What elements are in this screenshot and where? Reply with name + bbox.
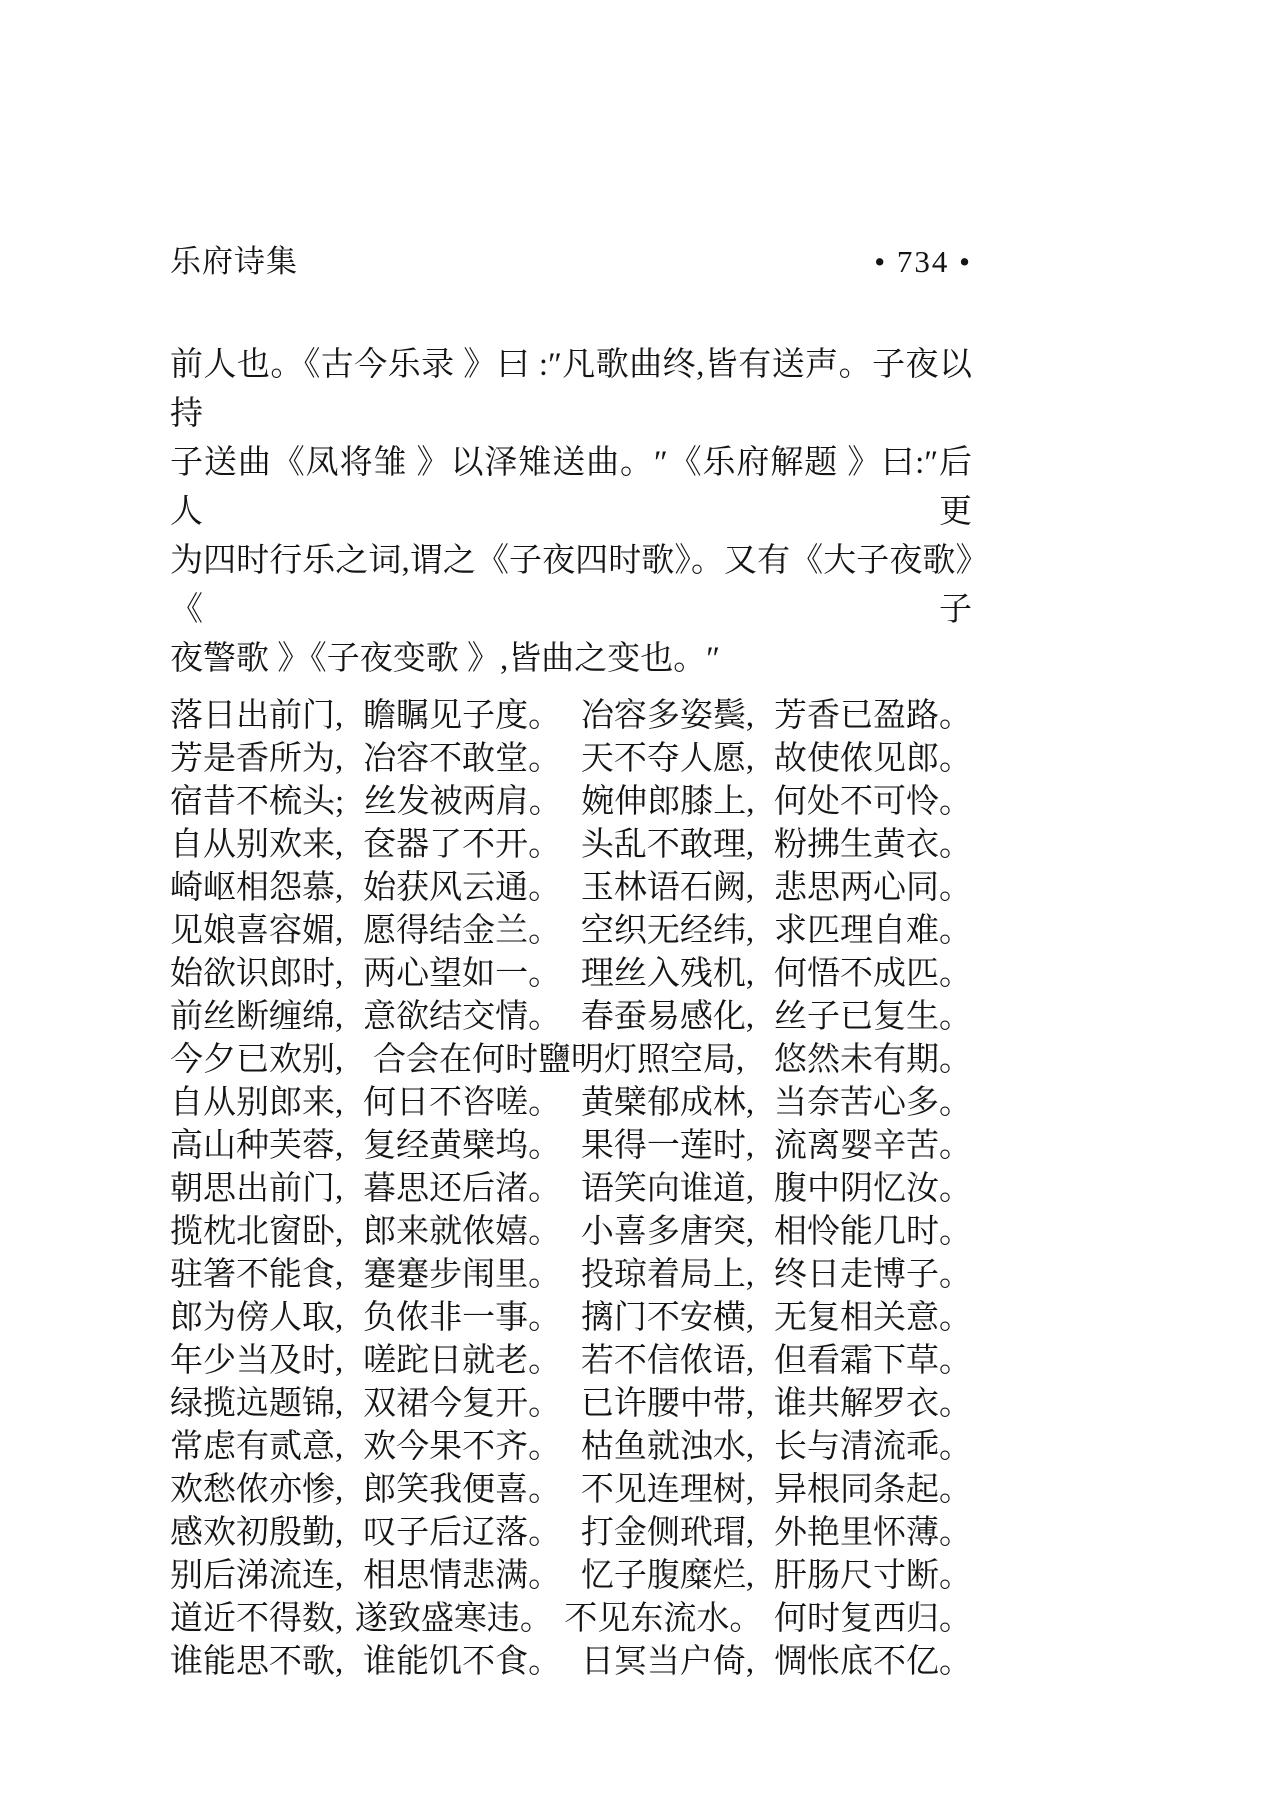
poem-phrase: 谁共解罗衣。: [773, 1386, 972, 1422]
prose-line: 子送曲《凤将雏 》以泽雉送曲。″《乐府解题 》曰:″后人更: [170, 445, 972, 530]
poem-phrase: 故使侬见郎。: [773, 741, 972, 777]
poem-line: [170, 824, 972, 867]
poem-phrase: 打金侧玳瑁,: [580, 1515, 755, 1551]
poem-line: [170, 1598, 972, 1641]
poem-phrase: 果得一莲时,: [580, 1128, 755, 1164]
poem-phrase: 何时复西归。: [773, 1601, 972, 1637]
poem-phrase: 谁能思不歌,: [170, 1644, 344, 1680]
poem-phrase: 今夕已欢别,: [170, 1042, 344, 1078]
poem-phrase: 若不信侬语,: [580, 1343, 755, 1379]
poem-phrase: 芳香已盈路。: [773, 698, 972, 734]
poem-phrase: 前丝断缠绵,: [170, 999, 344, 1035]
poem-phrase: 春蚕易感化,: [580, 999, 755, 1035]
poem-phrase: 双裙今复开。: [363, 1386, 562, 1422]
poem-line: [170, 1426, 972, 1469]
poem-phrase: 自从别郎来,: [170, 1085, 344, 1121]
poem-phrase: 腹中阴忆汝。: [773, 1171, 972, 1207]
poem-line: [170, 910, 972, 953]
book-title: 乐府诗集: [170, 244, 298, 279]
poem-phrase: 黄檗郁成林,: [580, 1085, 755, 1121]
poem-phrase: 终日走博子。: [773, 1257, 972, 1293]
poem-phrase: 外艳里怀薄。: [773, 1515, 972, 1551]
poem-phrase: 枯鱼就浊水,: [580, 1429, 755, 1465]
poem-phrase: 别后涕流连,: [170, 1558, 344, 1594]
poem-phrase: 自从别欢来,: [170, 827, 344, 863]
poem-line: [170, 781, 972, 824]
page-number: • 734 •: [874, 244, 972, 279]
poem-line: [170, 1469, 972, 1512]
poem-line: [170, 1211, 972, 1254]
poem-phrase: 日冥当户倚,: [580, 1644, 755, 1680]
poem-phrase: 粉拂生黄衣。: [773, 827, 972, 863]
poem-phrase: 求匹理自难。: [773, 913, 972, 949]
poem-phrase: 已许腰中带,: [580, 1386, 755, 1422]
poem-line: [170, 1082, 972, 1125]
poem-phrase: 何悟不成匹。: [773, 956, 972, 992]
poem-phrase: 高山种芙蓉,: [170, 1128, 344, 1164]
poem-phrase: 奁器了不开。: [363, 827, 562, 863]
poem-phrase: 负侬非一事。: [363, 1300, 562, 1336]
prose-line: 为四时行乐之词,谓之《子夜四时歌》。又有《大子夜歌》《子: [170, 543, 972, 628]
poem-phrase: 丝子已复生。: [773, 999, 972, 1035]
poem-phrase: 不见连理树,: [580, 1472, 755, 1508]
poem-phrase: 年少当及时,: [170, 1343, 344, 1379]
poem-phrase: 见娘喜容媚,: [170, 913, 344, 949]
poem-phrase: 谁能饥不食。: [363, 1644, 562, 1680]
poem-phrase: 绿揽迒题锦,: [170, 1386, 344, 1422]
poem-phrase: 欢今果不齐。: [363, 1429, 562, 1465]
poem-phrase: 宿昔不梳头;: [170, 784, 345, 820]
poem-phrase: 悠然未有期。: [774, 1042, 972, 1078]
prose-line: 前人也。《古今乐录 》曰 :″凡歌曲终,皆有送声。子夜以持: [170, 347, 972, 432]
poem-phrase: 始欲识郎时,: [170, 956, 344, 992]
poem-phrase: 当奈苦心多。: [773, 1085, 972, 1121]
poem-phrase: 芳是香所为,: [170, 741, 344, 777]
poem-phrase: 悲思两心同。: [773, 870, 972, 906]
poem-line: [170, 1383, 972, 1426]
poem-line: [170, 695, 972, 738]
poem-line: [170, 1512, 972, 1555]
poem-line: [170, 1297, 972, 1340]
poem-phrase: 冶容不敢堂。: [363, 741, 562, 777]
poem-line: [170, 867, 972, 910]
poem-phrase: 小喜多唐突,: [580, 1214, 755, 1250]
poem-phrase: 郎来就侬嬉。: [363, 1214, 562, 1250]
poem-phrase: 意欲结交情。: [363, 999, 562, 1035]
poem-phrase: 常虑有贰意,: [170, 1429, 344, 1465]
poem-phrase: 始获风云通。: [363, 870, 562, 906]
poem-phrase: 玉林语石阙,: [580, 870, 755, 906]
poem-phrase: 瞻瞩见子度。: [363, 698, 562, 734]
poem-phrase: 何日不咨嗟。: [363, 1085, 562, 1121]
poem-line: [170, 1039, 972, 1082]
poem-phrase: 忆子腹糜烂,: [580, 1558, 755, 1594]
poem-phrase: 郎为傍人取,: [170, 1300, 344, 1336]
prose-line: 夜警歌 》《子夜变歌 》,皆曲之变也。″: [170, 641, 720, 677]
poem-phrase: 嗟跎日就老。: [363, 1343, 562, 1379]
poem-phrase: 不见东流水。: [564, 1601, 763, 1637]
poem-line: [170, 996, 972, 1039]
poem-phrase: 投琼着局上,: [580, 1257, 755, 1293]
poem-phrase: 合会在何时鹽明灯照空局,: [373, 1042, 745, 1078]
poem-phrase: 落日出前门,: [170, 698, 344, 734]
poem-phrase: 相思情悲满。: [363, 1558, 562, 1594]
poem-phrase: 但看霜下草。: [773, 1343, 972, 1379]
page-content: [170, 245, 972, 1684]
poem-line: [170, 953, 972, 996]
poem-phrase: 暮思还后渚。: [363, 1171, 562, 1207]
poem-phrase: 揽枕北窗卧,: [170, 1214, 344, 1250]
poem-line: [170, 1555, 972, 1598]
poem-line: [170, 1168, 972, 1211]
poem-phrase: 惆怅底不亿。: [773, 1644, 972, 1680]
poem-phrase: 语笑向谁道,: [580, 1171, 755, 1207]
poem-phrase: 何处不可怜。: [773, 784, 972, 820]
poem-phrase: 理丝入残机,: [580, 956, 755, 992]
poem-phrase: 驻箸不能食,: [170, 1257, 344, 1293]
poem-phrase: 感欢初殷勤,: [170, 1515, 344, 1551]
poem-line: [170, 738, 972, 781]
poem-phrase: 流离婴辛苦。: [773, 1128, 972, 1164]
poem-phrase: 异根同条起。: [773, 1472, 972, 1508]
poem-phrase: 丝发被两肩。: [363, 784, 562, 820]
poem-phrase: 崎岖相怨慕,: [170, 870, 344, 906]
poem-phrase: 摛门不安横,: [580, 1300, 755, 1336]
poem-phrase: 蹇蹇步闱里。: [363, 1257, 562, 1293]
poem-section: [170, 695, 972, 1684]
poem-phrase: 婉伸郎膝上,: [581, 784, 755, 820]
page-header: [170, 245, 972, 279]
poem-phrase: 复经黄檗坞。: [363, 1128, 562, 1164]
poem-phrase: 叹子后辽落。: [363, 1515, 562, 1551]
poem-phrase: 朝思出前门,: [170, 1171, 344, 1207]
poem-phrase: 无复相关意。: [773, 1300, 972, 1336]
poem-phrase: 郎笑我便喜。: [363, 1472, 562, 1508]
poem-phrase: 道近不得数,: [170, 1601, 344, 1637]
poem-phrase: 遂致盛寒违。: [354, 1601, 553, 1637]
poem-phrase: 长与清流乖。: [773, 1429, 972, 1465]
poem-phrase: 冶容多姿鬓,: [580, 698, 755, 734]
poem-phrase: 头乱不敢理,: [580, 827, 755, 863]
poem-line: [170, 1254, 972, 1297]
poem-phrase: 愿得结金兰。: [363, 913, 562, 949]
poem-phrase: 天不夺人愿,: [580, 741, 755, 777]
poem-line: [170, 1641, 972, 1684]
poem-phrase: 两心望如一。: [363, 956, 562, 992]
prose-section: [170, 341, 972, 684]
poem-phrase: 空织无经纬,: [580, 913, 755, 949]
poem-line: [170, 1340, 972, 1383]
poem-phrase: 相怜能几时。: [773, 1214, 972, 1250]
poem-phrase: 肝肠尺寸断。: [773, 1558, 972, 1594]
poem-line: [170, 1125, 972, 1168]
poem-phrase: 欢愁侬亦惨,: [170, 1472, 344, 1508]
